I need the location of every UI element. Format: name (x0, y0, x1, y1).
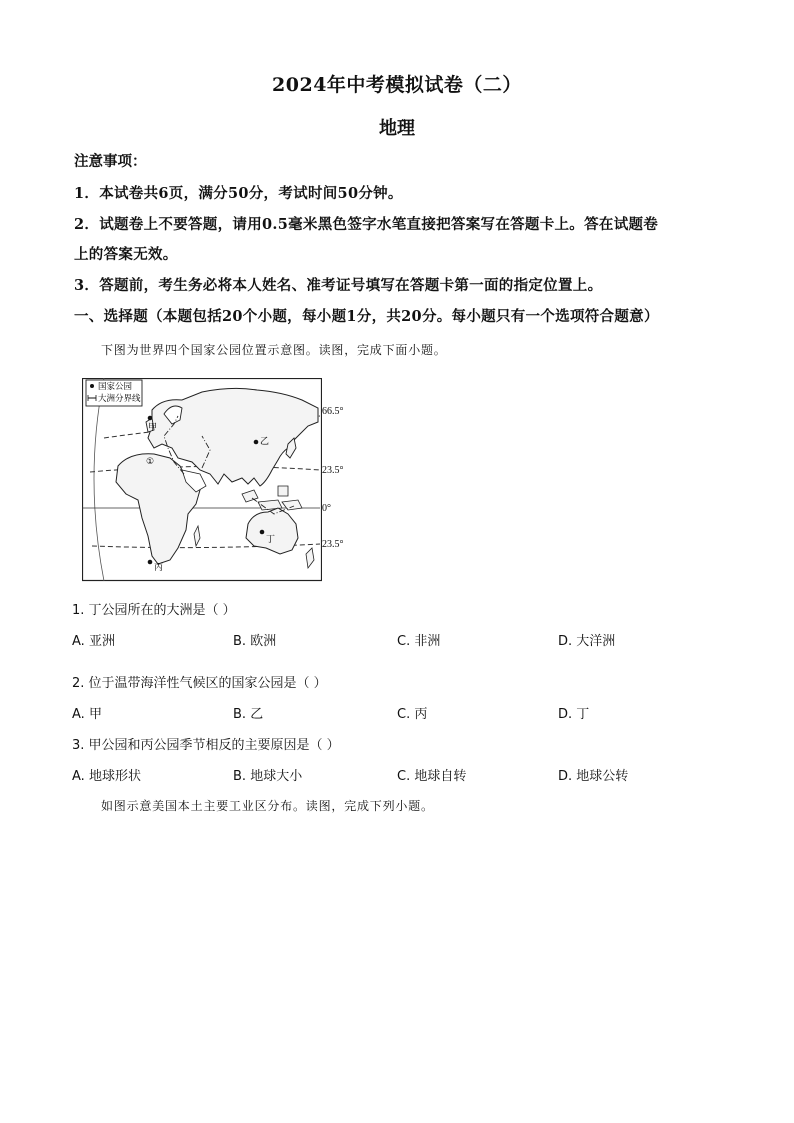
legend-park-dot (90, 384, 94, 388)
world-map-figure (82, 378, 322, 582)
question-3-option-b[interactable]: B. 地球大小 (233, 769, 303, 784)
lat-label-235n: 23.5° (322, 465, 344, 476)
notice-item-2-cont: 上的答案无效。 (74, 246, 178, 263)
park-yi-dot (254, 440, 259, 445)
marker-1-label: ① (146, 457, 155, 467)
park-ding-dot (260, 530, 265, 535)
park-yi-label: 乙 (260, 437, 270, 447)
section-title: 一、选择题（本题包括20个小题，每小题1分，共20分。每小题只有一个选项符合题意） (74, 308, 659, 325)
question-3-option-c[interactable]: C. 地球自转 (397, 769, 467, 784)
legend-boundary-label: 大洲分界线 (98, 394, 141, 404)
question-1-stem: 1. 丁公园所在的大洲是（ ） (72, 603, 236, 618)
lat-label-66: 66.5° (322, 406, 344, 417)
lat-label-235s: 23.5° (322, 539, 344, 550)
philippines-shape (278, 486, 288, 496)
question-2-option-d[interactable]: D. 丁 (558, 707, 590, 722)
park-bing-label: 丙 (154, 563, 164, 573)
lat-label-0: 0° (322, 503, 331, 514)
park-bing-dot (148, 560, 153, 565)
legend-park-label: 国家公园 (98, 382, 133, 392)
question-3-option-a[interactable]: A. 地球形状 (72, 769, 141, 784)
park-jia-label: 甲 (148, 423, 158, 433)
exam-title: 2024年中考模拟试卷（二） (272, 74, 522, 96)
industry-map-intro: 如图示意美国本土主要工业区分布。读图，完成下列小题。 (101, 799, 434, 813)
question-1-option-d[interactable]: D. 大洋洲 (558, 634, 616, 649)
question-1-option-a[interactable]: A. 亚洲 (72, 634, 115, 649)
world-map-svg (82, 378, 322, 582)
notice-item-3: 3．答题前，考生务必将本人姓名、准考证号填写在答题卡第一面的指定位置上。 (74, 277, 603, 294)
question-1-option-b[interactable]: B. 欧洲 (233, 634, 277, 649)
question-2-option-a[interactable]: A. 甲 (72, 707, 102, 722)
question-2-option-c[interactable]: C. 丙 (397, 707, 428, 722)
notice-item-2: 2．试题卷上不要答题，请用0.5毫米黑色签字水笔直接把答案写在答题卡上。答在试题卷 (74, 216, 659, 233)
subject-title: 地理 (379, 118, 415, 139)
park-ding-label: 丁 (266, 535, 276, 545)
map-intro: 下图为世界四个国家公园位置示意图。读图，完成下面小题。 (101, 343, 447, 357)
notice-item-1: 1．本试卷共6页，满分50分，考试时间50分钟。 (74, 185, 403, 202)
park-jia-dot (148, 416, 153, 421)
question-3-option-d[interactable]: D. 地球公转 (558, 769, 629, 784)
question-2-option-b[interactable]: B. 乙 (233, 707, 264, 722)
question-2-stem: 2. 位于温带海洋性气候区的国家公园是（ ） (72, 676, 327, 691)
question-3-stem: 3. 甲公园和丙公园季节相反的主要原因是（ ） (72, 738, 340, 753)
question-1-option-c[interactable]: C. 非洲 (397, 634, 441, 649)
notice-heading: 注意事项： (74, 153, 147, 170)
